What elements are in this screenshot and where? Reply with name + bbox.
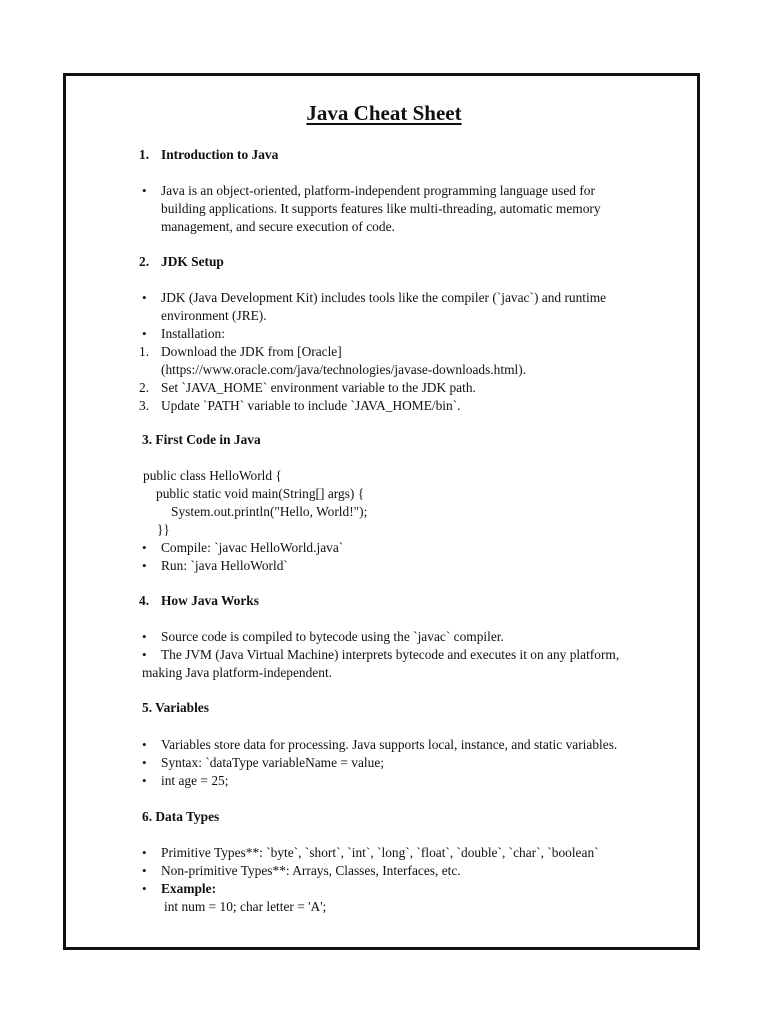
bullet: • — [142, 881, 147, 896]
section-4-number: 4. — [139, 593, 150, 608]
step-text: (https://www.oracle.com/java/technologies/javase-downloads.html). — [161, 362, 527, 377]
bullet: • — [142, 755, 147, 770]
section-2-text-line: Installation: — [161, 326, 225, 341]
bullet: • — [142, 540, 147, 555]
bullet: • — [142, 647, 147, 662]
section-1-text-line: Java is an object-oriented, platform-independent programming language used for — [161, 183, 595, 198]
section-1-number: 1. — [139, 147, 150, 162]
section-5-text-line: Variables store data for processing. Java supports local, instance, and static variables. — [161, 737, 618, 752]
section-3-heading: 3. First Code in Java — [142, 432, 261, 447]
code-line: int num = 10; char letter = 'A'; — [164, 899, 327, 914]
bullet: • — [142, 773, 147, 788]
section-5-text-line: Syntax: `dataType variableName = value; — [161, 755, 385, 770]
bullet: • — [142, 629, 147, 644]
code-line: }} — [157, 522, 170, 537]
section-2-text-line: environment (JRE). — [161, 308, 267, 323]
section-1-heading: Introduction to Java — [161, 147, 279, 162]
section-1-text-line: building applications. It supports features like multi-threading, automatic memory — [161, 201, 601, 216]
section-2-number: 2. — [139, 254, 150, 269]
bullet: • — [142, 737, 147, 752]
section-5-text-line: int age = 25; — [161, 773, 229, 788]
section-6-text-line: Primitive Types**: `byte`, `short`, `int`, `long`, `float`, `double`, `char`, `boolean` — [161, 845, 599, 860]
section-3-text-line: Compile: `javac HelloWorld.java` — [161, 540, 344, 555]
section-2-text-line: JDK (Java Development Kit) includes tools like the compiler (`javac`) and runtime — [161, 290, 607, 305]
section-3-text-line: Run: `java HelloWorld` — [161, 558, 288, 573]
section-4-text-line: making Java platform-independent. — [142, 665, 333, 680]
section-2-heading: JDK Setup — [161, 254, 224, 269]
step-text: Download the JDK from [Oracle] — [161, 344, 342, 359]
step-text: Update `PATH` variable to include `JAVA_HOME/bin`. — [161, 398, 461, 413]
section-4-heading: How Java Works — [161, 593, 259, 608]
section-5-heading: 5. Variables — [142, 700, 209, 715]
section-4-text-line: Source code is compiled to bytecode using the `javac` compiler. — [161, 629, 504, 644]
bullet: • — [142, 290, 147, 305]
step-number: 1. — [139, 344, 150, 359]
example-label: Example: — [161, 881, 217, 896]
bullet: • — [142, 326, 147, 341]
section-4-text-line: The JVM (Java Virtual Machine) interprets bytecode and executes it on any platform, — [161, 647, 620, 662]
bullet: • — [142, 183, 147, 198]
step-number: 2. — [139, 380, 150, 395]
step-text: Set `JAVA_HOME` environment variable to the JDK path. — [161, 380, 476, 395]
section-6-heading: 6. Data Types — [142, 809, 220, 824]
section-6-text-line: Non-primitive Types**: Arrays, Classes, Interfaces, etc. — [161, 863, 461, 878]
bullet: • — [142, 845, 147, 860]
code-line: public static void main(String[] args) { — [156, 486, 365, 501]
section-1-text-line: management, and secure execution of code. — [161, 219, 395, 234]
code-line: System.out.println("Hello, World!"); — [171, 504, 368, 519]
step-number: 3. — [139, 398, 150, 413]
code-line: public class HelloWorld { — [143, 468, 282, 483]
bullet: • — [142, 558, 147, 573]
bullet: • — [142, 863, 147, 878]
page-title: Java Cheat Sheet — [306, 101, 462, 125]
